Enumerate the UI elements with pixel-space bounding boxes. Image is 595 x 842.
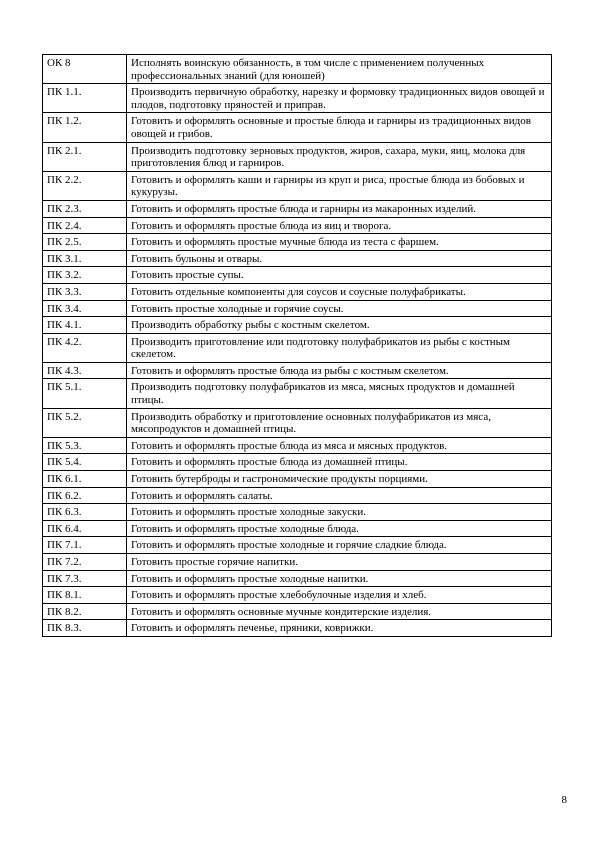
table-row bbox=[43, 55, 552, 84]
table-row bbox=[43, 142, 552, 171]
table-row bbox=[43, 537, 552, 554]
competency-code: ПК 2.3. bbox=[43, 200, 127, 217]
table-row bbox=[43, 300, 552, 317]
competency-description: Производить приготовление или подготовку полуфабрикатов из рыбы с костным скелетом. bbox=[127, 333, 552, 362]
table-row bbox=[43, 333, 552, 362]
competency-code: ПК 5.4. bbox=[43, 454, 127, 471]
competency-code: ПК 3.4. bbox=[43, 300, 127, 317]
competency-description: Готовить и оформлять простые холодные напитки. bbox=[127, 570, 552, 587]
competency-description: Готовить и оформлять простые блюда из рыбы с костным скелетом. bbox=[127, 362, 552, 379]
competency-code: ПК 1.1. bbox=[43, 84, 127, 113]
competency-description: Производить подготовку полуфабрикатов из мяса, мясных продуктов и домашней птицы. bbox=[127, 379, 552, 408]
competency-description: Готовить отдельные компоненты для соусов и соусные полуфабрикаты. bbox=[127, 283, 552, 300]
competency-code: ПК 8.1. bbox=[43, 587, 127, 604]
table-row bbox=[43, 317, 552, 334]
competency-code: ПК 2.2. bbox=[43, 171, 127, 200]
competency-code: ПК 6.1. bbox=[43, 471, 127, 488]
competency-description: Готовить и оформлять простые холодные закуски. bbox=[127, 504, 552, 521]
table-row bbox=[43, 113, 552, 142]
competency-description: Готовить и оформлять основные мучные кондитерские изделия. bbox=[127, 603, 552, 620]
competency-description: Готовить и оформлять простые блюда из мяса и мясных продуктов. bbox=[127, 437, 552, 454]
competency-description: Исполнять воинскую обязанность, в том числе с применением полученных профессиональных знаний (для юношей) bbox=[127, 55, 552, 84]
competency-description: Готовить и оформлять простые мучные блюда из теста с фаршем. bbox=[127, 234, 552, 251]
competency-code: ПК 1.2. bbox=[43, 113, 127, 142]
competency-description: Готовить и оформлять простые холодные и горячие сладкие блюда. bbox=[127, 537, 552, 554]
competency-description: Готовить и оформлять простые блюда из яиц и творога. bbox=[127, 217, 552, 234]
table-row bbox=[43, 362, 552, 379]
table-row bbox=[43, 217, 552, 234]
competency-description: Производить подготовку зерновых продуктов, жиров, сахара, муки, яиц, молока для приготовления блюд и гарниров. bbox=[127, 142, 552, 171]
table-row bbox=[43, 603, 552, 620]
table-row bbox=[43, 487, 552, 504]
competency-description: Производить первичную обработку, нарезку и формовку традиционных видов овощей и плодов, подготовку пряностей и приправ. bbox=[127, 84, 552, 113]
table-row bbox=[43, 587, 552, 604]
competencies-table-body bbox=[43, 55, 552, 637]
competency-code: ПК 8.2. bbox=[43, 603, 127, 620]
competency-description: Готовить и оформлять печенье, пряники, коврижки. bbox=[127, 620, 552, 637]
competency-description: Готовить и оформлять простые хлебобулочные изделия и хлеб. bbox=[127, 587, 552, 604]
competency-description: Производить обработку и приготовление основных полуфабрикатов из мяса, мясопродуктов и домашней птицы. bbox=[127, 408, 552, 437]
competency-description: Готовить и оформлять простые блюда из домашней птицы. bbox=[127, 454, 552, 471]
table-row bbox=[43, 250, 552, 267]
table-row bbox=[43, 283, 552, 300]
competency-code: ОК 8 bbox=[43, 55, 127, 84]
competency-code: ПК 4.2. bbox=[43, 333, 127, 362]
table-row bbox=[43, 84, 552, 113]
table-row bbox=[43, 171, 552, 200]
table-row bbox=[43, 437, 552, 454]
competency-description: Готовить и оформлять основные и простые блюда и гарниры из традиционных видов овощей и грибов. bbox=[127, 113, 552, 142]
competency-code: ПК 6.3. bbox=[43, 504, 127, 521]
competency-code: ПК 3.1. bbox=[43, 250, 127, 267]
table-row bbox=[43, 267, 552, 284]
competencies-table bbox=[42, 54, 552, 637]
table-row bbox=[43, 234, 552, 251]
competency-description: Готовить и оформлять каши и гарниры из круп и риса, простые блюда из бобовых и кукурузы. bbox=[127, 171, 552, 200]
competency-description: Готовить простые холодные и горячие соусы. bbox=[127, 300, 552, 317]
competency-code: ПК 7.2. bbox=[43, 554, 127, 571]
competency-code: ПК 8.3. bbox=[43, 620, 127, 637]
competency-code: ПК 4.1. bbox=[43, 317, 127, 334]
competency-code: ПК 5.2. bbox=[43, 408, 127, 437]
competency-code: ПК 2.1. bbox=[43, 142, 127, 171]
competency-description: Готовить и оформлять простые холодные блюда. bbox=[127, 520, 552, 537]
table-row bbox=[43, 379, 552, 408]
table-row bbox=[43, 200, 552, 217]
competency-code: ПК 7.3. bbox=[43, 570, 127, 587]
competency-code: ПК 6.2. bbox=[43, 487, 127, 504]
page-number: 8 bbox=[561, 794, 567, 806]
competency-code: ПК 6.4. bbox=[43, 520, 127, 537]
competency-description: Готовить бутерброды и гастрономические продукты порциями. bbox=[127, 471, 552, 488]
table-row bbox=[43, 504, 552, 521]
competency-description: Производить обработку рыбы с костным скелетом. bbox=[127, 317, 552, 334]
competency-description: Готовить бульоны и отвары. bbox=[127, 250, 552, 267]
competency-code: ПК 5.1. bbox=[43, 379, 127, 408]
table-row bbox=[43, 620, 552, 637]
competency-code: ПК 3.2. bbox=[43, 267, 127, 284]
competency-description: Готовить и оформлять простые блюда и гарниры из макаронных изделий. bbox=[127, 200, 552, 217]
table-row bbox=[43, 454, 552, 471]
competency-code: ПК 7.1. bbox=[43, 537, 127, 554]
competency-code: ПК 2.5. bbox=[43, 234, 127, 251]
competency-description: Готовить простые горячие напитки. bbox=[127, 554, 552, 571]
table-row bbox=[43, 570, 552, 587]
table-row bbox=[43, 471, 552, 488]
table-row bbox=[43, 408, 552, 437]
competency-description: Готовить и оформлять салаты. bbox=[127, 487, 552, 504]
competency-description: Готовить простые супы. bbox=[127, 267, 552, 284]
competency-code: ПК 3.3. bbox=[43, 283, 127, 300]
competency-code: ПК 5.3. bbox=[43, 437, 127, 454]
table-row bbox=[43, 554, 552, 571]
competency-code: ПК 2.4. bbox=[43, 217, 127, 234]
table-row bbox=[43, 520, 552, 537]
competency-code: ПК 4.3. bbox=[43, 362, 127, 379]
